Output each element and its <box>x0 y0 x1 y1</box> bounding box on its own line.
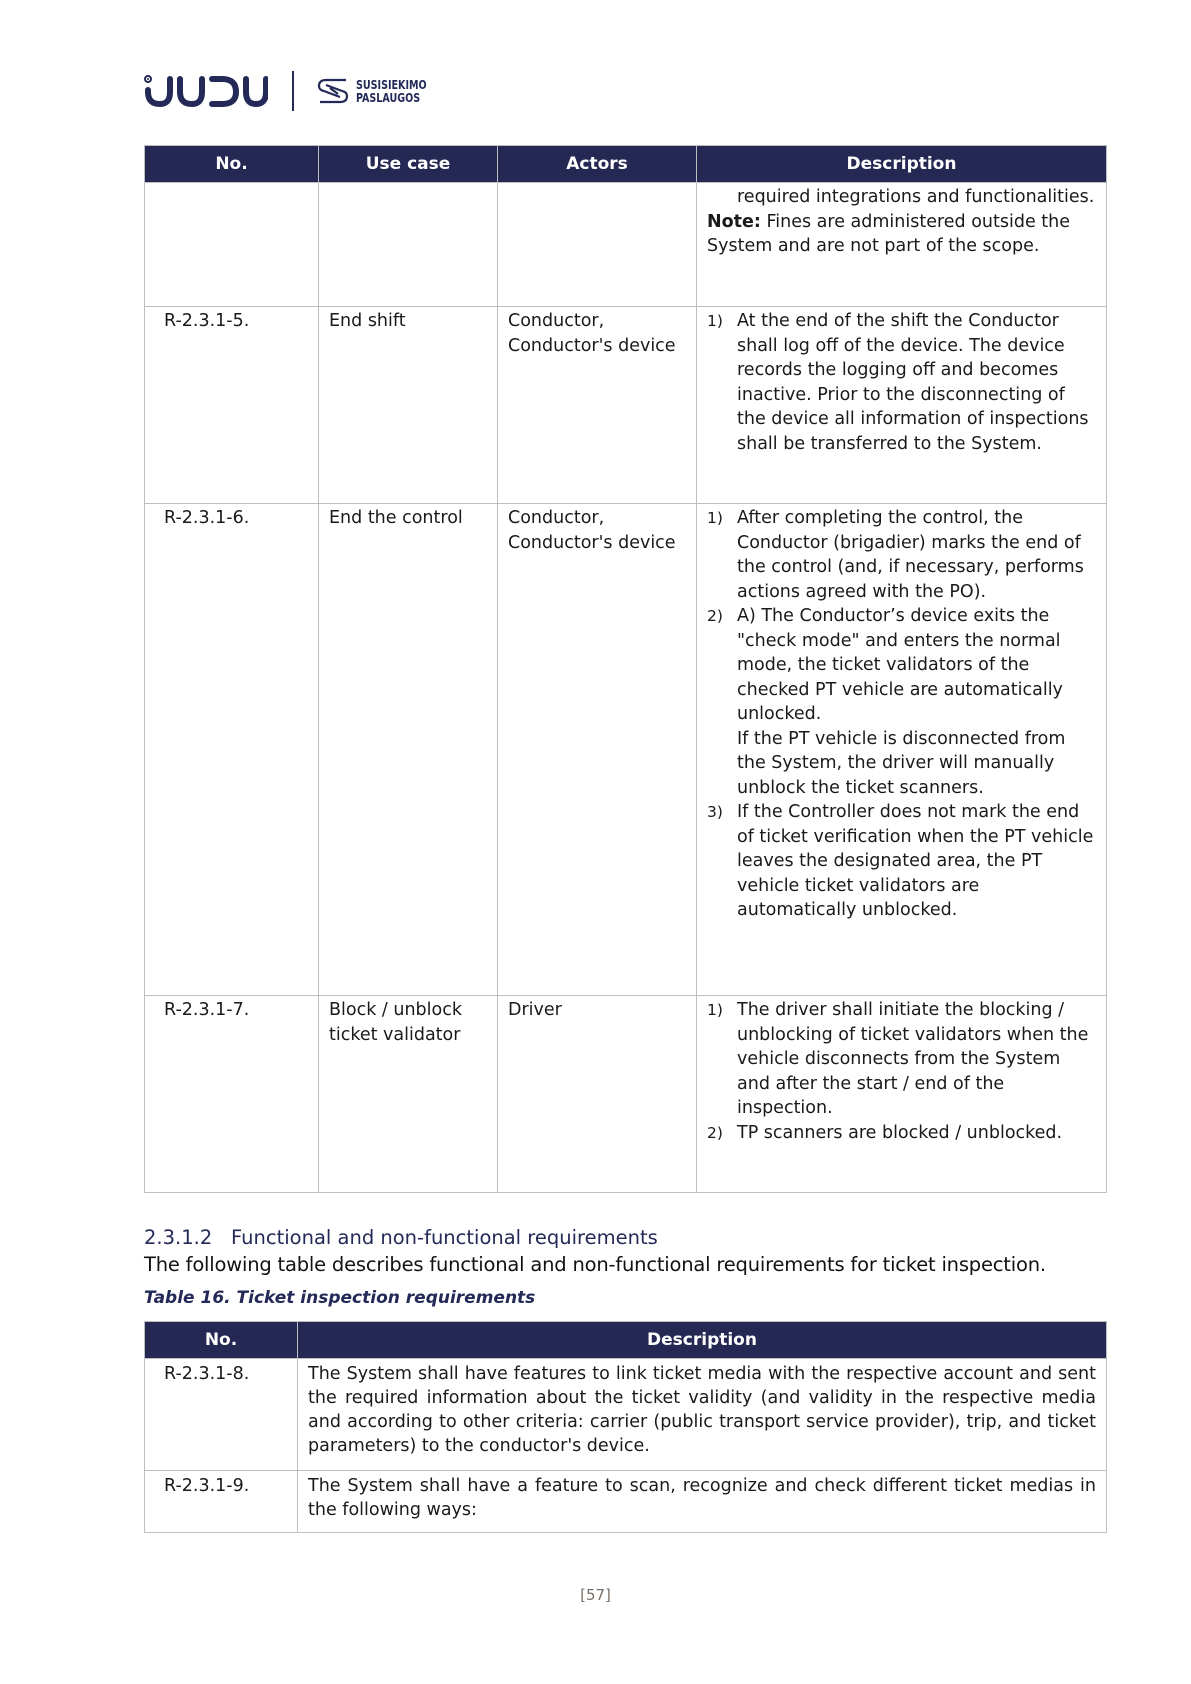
section-intro: The following table describes functional and non-functional requirements for ticket inspection. <box>144 1253 1046 1276</box>
header-no: No. <box>145 1322 298 1359</box>
list-item <box>707 998 1098 1121</box>
judu-wordmark-icon <box>144 74 268 108</box>
use-case-table <box>144 145 1107 1193</box>
table-row <box>145 1359 1107 1471</box>
description-cell <box>697 504 1107 996</box>
item-number: 2) <box>707 607 723 625</box>
item-number: 1) <box>707 1001 723 1019</box>
item-text: If the Controller does not mark the end of ticket verification when the PT vehicle leaves the designated area, the PT vehicle ticket validators are automatically unblocked. <box>737 802 1094 920</box>
actors: Conductor, Conductor's device <box>498 307 697 504</box>
requirement-id: R-2.3.1-9. <box>145 1471 298 1533</box>
description-text: required integrations and functionalities. <box>737 187 1095 207</box>
use-case-name: End shift <box>319 307 498 504</box>
table-row <box>145 504 1107 996</box>
description-cell <box>697 307 1107 504</box>
table-caption: Table 16. Ticket inspection requirements <box>144 1288 536 1308</box>
item-text: The driver shall initiate the blocking / unblocking of ticket validators when the vehicle disconnects from the System and after the start / end of the inspection. <box>737 1000 1089 1118</box>
actors: Conductor, Conductor's device <box>498 504 697 996</box>
table-row-continuation <box>145 183 1107 307</box>
requirement-id: R-2.3.1-6. <box>145 504 319 996</box>
page-number: [57] <box>580 1586 611 1604</box>
table-row <box>145 996 1107 1193</box>
table-header-row <box>145 146 1107 183</box>
item-text: At the end of the shift the Conductor shall log off of the device. The device records the logging off and becomes inactive. Prior to the disconnecting of the device all information of inspections shall be transferred to the System. <box>737 311 1089 454</box>
requirement-id: R-2.3.1-8. <box>145 1359 298 1471</box>
list-item <box>707 604 1098 800</box>
item-text: After completing the control, the Conductor (brigadier) marks the end of the control (and, if necessary, performs actions agreed with the PO). <box>737 508 1084 602</box>
table-header-row <box>145 1322 1107 1359</box>
table-row <box>145 307 1107 504</box>
actors: Driver <box>498 996 697 1193</box>
requirement-description: The System shall have features to link ticket media with the respective account and sent the required information about the ticket validity (and validity in the respective media and according to other criteria: carrier (public transport service provider), trip, and ticket parameters) to the conductor's device. <box>298 1359 1107 1471</box>
header-description: Description <box>697 146 1107 183</box>
item-extra-text: If the PT vehicle is disconnected from the System, the driver will manually unblock the ticket scanners. <box>737 728 1066 798</box>
header-description: Description <box>298 1322 1107 1359</box>
header-use-case: Use case <box>319 146 498 183</box>
use-case-name: Block / unblock ticket validator <box>319 996 498 1193</box>
list-item <box>707 506 1098 604</box>
item-text: TP scanners are blocked / unblocked. <box>737 1122 1063 1143</box>
susisiekimo-paslaugos-logo <box>316 77 439 105</box>
use-case-name: End the control <box>319 504 498 996</box>
requirement-id: R-2.3.1-5. <box>145 307 319 504</box>
list-item <box>707 1121 1098 1146</box>
header-no: No. <box>145 146 319 183</box>
logo-line-1: SUSISIEKIMO <box>356 77 427 92</box>
scope-note <box>707 210 1098 259</box>
note-text: Fines are administered outside the System and are not part of the scope. <box>707 211 1071 256</box>
item-text: A) The Conductor’s device exits the "check mode" and enters the normal mode, the ticket validators of the checked PT vehicle are automatically unlocked. <box>737 606 1063 724</box>
list-item <box>707 309 1098 456</box>
requirement-id: R-2.3.1-7. <box>145 996 319 1193</box>
table-row <box>145 1471 1107 1533</box>
section-heading <box>144 1226 658 1249</box>
note-label: Note: <box>707 211 761 232</box>
item-number: 3) <box>707 803 723 821</box>
logo-line-2: PASLAUGOS <box>356 90 421 105</box>
list-item <box>707 800 1098 923</box>
description-cell <box>697 183 1107 307</box>
header-actors: Actors <box>498 146 697 183</box>
requirement-description: The System shall have a feature to scan, recognize and check different ticket medias in the following ways: <box>298 1471 1107 1533</box>
header-logo <box>144 68 439 114</box>
section-number: 2.3.1.2 <box>144 1226 213 1249</box>
judu-logo <box>144 74 268 108</box>
item-number: 2) <box>707 1123 723 1142</box>
requirements-table <box>144 1321 1107 1533</box>
logo-divider <box>292 71 294 111</box>
sp-emblem-icon <box>316 77 350 105</box>
section-title: Functional and non-functional requirements <box>231 1226 658 1249</box>
item-number: 1) <box>707 509 723 527</box>
item-number: 1) <box>707 312 723 330</box>
description-cell <box>697 996 1107 1193</box>
